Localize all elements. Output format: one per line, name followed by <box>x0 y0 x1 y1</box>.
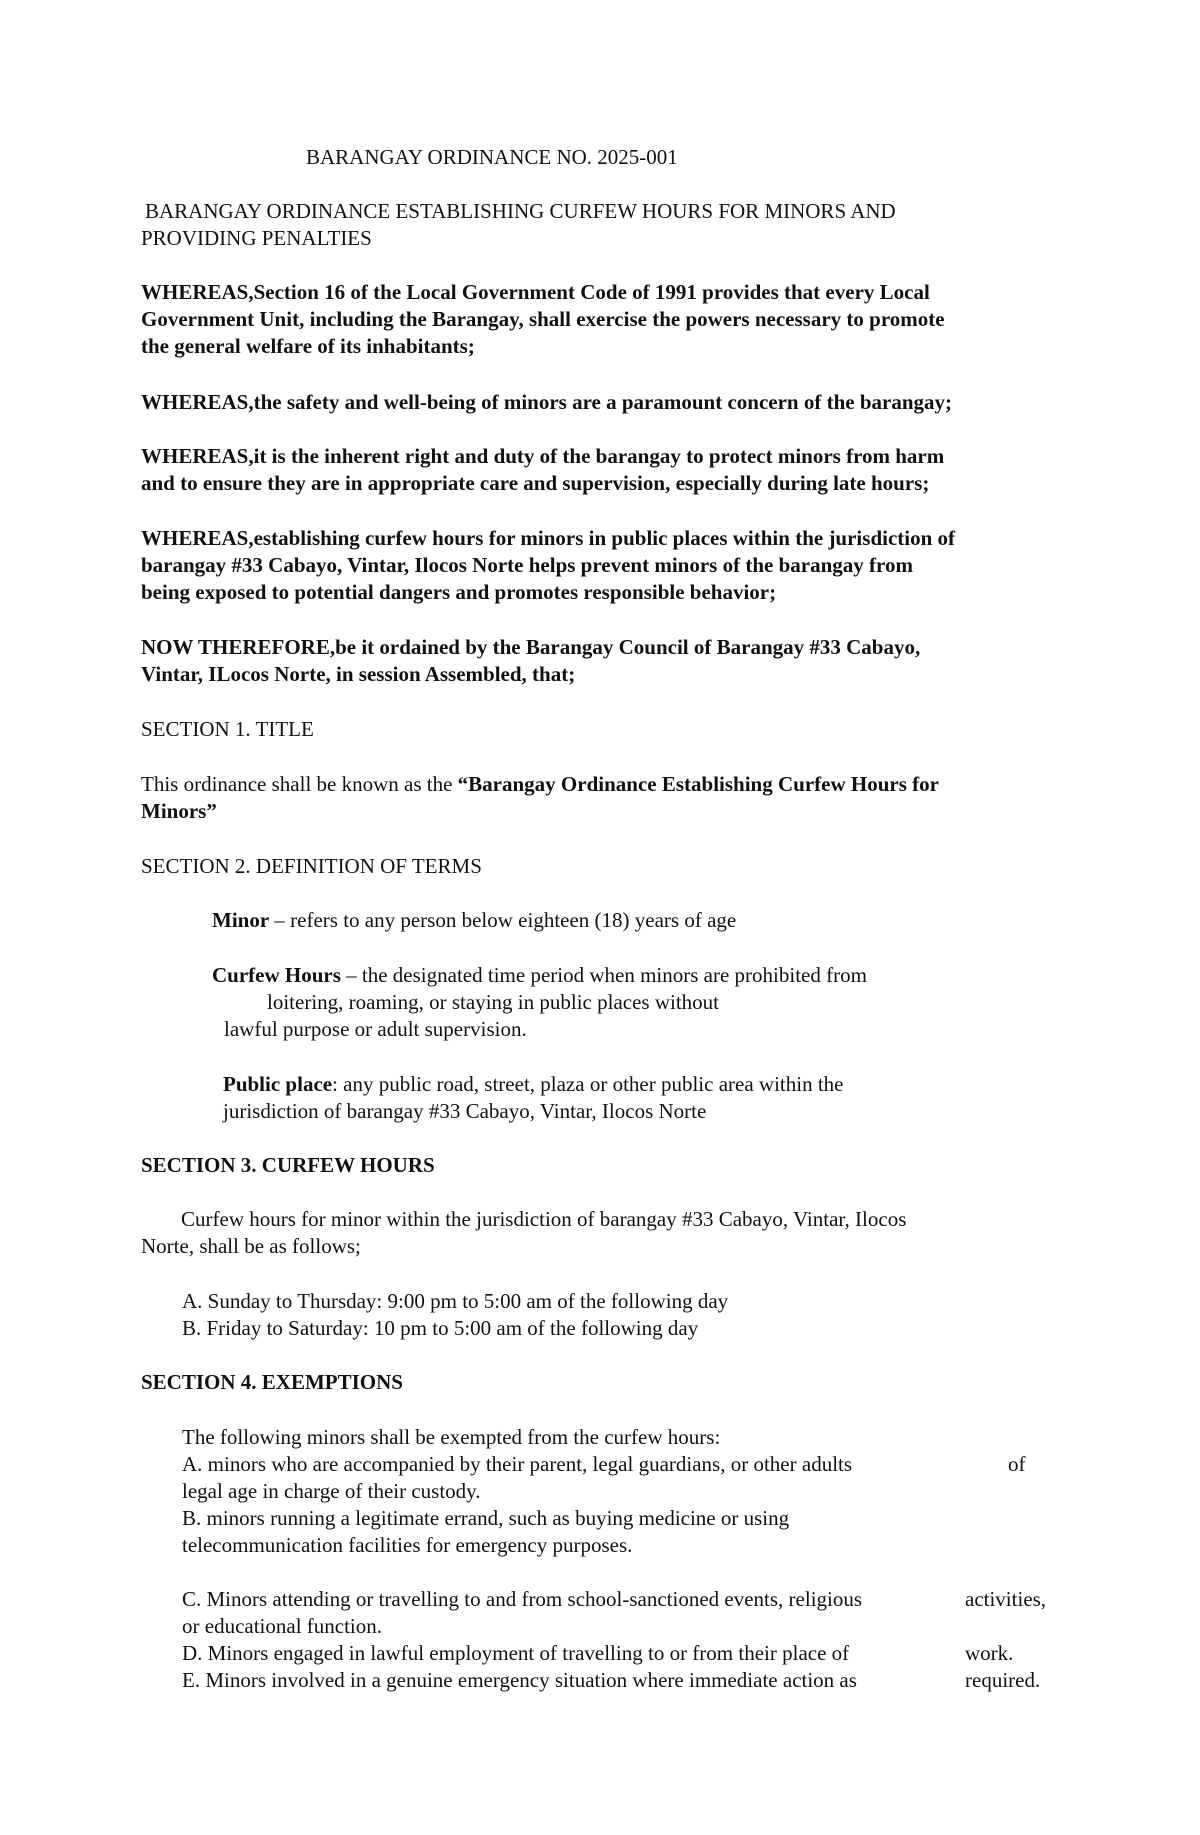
section1-body <box>141 771 1061 825</box>
section4-heading-text: SECTION 4. EXEMPTIONS <box>141 1370 403 1394</box>
section1-heading-text: SECTION 1. TITLE <box>141 717 314 741</box>
section3-heading-text: SECTION 3. CURFEW HOURS <box>141 1153 435 1177</box>
now-therefore-clause <box>141 634 1061 688</box>
exemption-e-tail: required. <box>965 1668 1041 1692</box>
exemption-a-line2: legal age in charge of their custody. <box>182 1479 481 1503</box>
curfew-item-a: A. Sunday to Thursday: 9:00 pm to 5:00 am of the following day <box>182 1289 729 1313</box>
exemption-c-tail: activities, <box>965 1587 1047 1611</box>
definition-public-place <box>223 1071 1063 1125</box>
blank-line <box>182 1559 1062 1586</box>
section1-ordinance-name-line2: Minors” <box>141 799 217 823</box>
whereas-3-line1: WHEREAS,it is the inherent right and duty of the barangay to protect minors from harm <box>141 444 945 468</box>
section2-heading-text: SECTION 2. DEFINITION OF TERMS <box>141 854 482 878</box>
exemption-a-tail: of <box>1008 1452 1026 1476</box>
curfew-hours-definition-line1: – the designated time period when minors are prohibited from <box>340 963 867 987</box>
ordinance-number <box>306 144 1006 171</box>
exemption-b-line1: B. minors running a legitimate errand, such as buying medicine or using <box>182 1506 790 1530</box>
ordinance-title-line1: BARANGAY ORDINANCE ESTABLISHING CURFEW HOURS FOR MINORS AND <box>145 199 896 223</box>
ordinance-title <box>141 198 1065 252</box>
now-therefore-line2: Vintar, ILocos Norte, in session Assembled, that; <box>141 662 576 686</box>
section3-heading <box>141 1152 1061 1179</box>
public-place-definition-line1: : any public road, street, plaza or other public area within the <box>332 1072 844 1096</box>
definition-curfew-hours <box>212 962 1062 1043</box>
exemptions-list <box>182 1424 1062 1694</box>
whereas-1-line3: the general welfare of its inhabitants; <box>141 334 475 358</box>
whereas-1-line2: Government Unit, including the Barangay, shall exercise the powers necessary to promote <box>141 307 945 331</box>
curfew-hours-list <box>182 1288 1102 1342</box>
exemption-d-tail: work. <box>965 1641 1014 1665</box>
public-place-term: Public place <box>223 1072 333 1096</box>
section2-heading <box>141 853 1061 880</box>
section1-text-prefix: This ordinance shall be known as the <box>141 772 458 796</box>
now-therefore-line1: NOW THEREFORE,be it ordained by the Barangay Council of Barangay #33 Cabayo, <box>141 635 921 659</box>
whereas-4-line3: being exposed to potential dangers and promotes responsible behavior; <box>141 580 777 604</box>
definition-minor <box>212 907 1062 934</box>
exemption-c-line2: or educational function. <box>182 1614 383 1638</box>
whereas-clause-1 <box>141 279 1061 360</box>
public-place-definition-line2: jurisdiction of barangay #33 Cabayo, Vintar, Ilocos Norte <box>223 1099 707 1123</box>
exemption-d-line1: D. Minors engaged in lawful employment of travelling to or from their place of <box>182 1641 850 1665</box>
curfew-hours-definition-line2: loitering, roaming, or staying in public places without <box>267 990 720 1014</box>
curfew-hours-definition-line3: lawful purpose or adult supervision. <box>224 1017 527 1041</box>
section1-ordinance-name: “Barangay Ordinance Establishing Curfew Hours for <box>457 772 939 796</box>
whereas-4-line1: WHEREAS,establishing curfew hours for minors in public places within the jurisdiction of <box>141 526 956 550</box>
curfew-item-b: B. Friday to Saturday: 10 pm to 5:00 am of the following day <box>182 1316 699 1340</box>
section3-intro-line2: Norte, shall be as follows; <box>141 1234 361 1258</box>
exemption-a-line1: A. minors who are accompanied by their parent, legal guardians, or other adults <box>182 1452 853 1476</box>
section3-intro <box>141 1206 1061 1260</box>
whereas-4-line2: barangay #33 Cabayo, Vintar, Ilocos Norte helps prevent minors of the barangay from <box>141 553 913 577</box>
whereas-3-line2: and to ensure they are in appropriate care and supervision, especially during late hours; <box>141 471 930 495</box>
minor-definition: – refers to any person below eighteen (18) years of age <box>269 908 737 932</box>
section3-intro-line1: Curfew hours for minor within the jurisdiction of barangay #33 Cabayo, Vintar, Ilocos <box>181 1207 907 1231</box>
exemptions-intro: The following minors shall be exempted from the curfew hours: <box>182 1425 721 1449</box>
minor-term: Minor <box>212 908 270 932</box>
exemption-c-line1: C. Minors attending or travelling to and from school-sanctioned events, religious <box>182 1587 863 1611</box>
section4-heading <box>141 1369 1061 1396</box>
ordinance-title-line2: PROVIDING PENALTIES <box>141 226 372 250</box>
exemption-e-line1: E. Minors involved in a genuine emergency situation where immediate action as <box>182 1668 857 1692</box>
whereas-1-line1: WHEREAS,Section 16 of the Local Government Code of 1991 provides that every Local <box>141 280 930 304</box>
whereas-clause-2 <box>141 389 1061 416</box>
section1-heading <box>141 716 1061 743</box>
ordinance-number-text: BARANGAY ORDINANCE NO. 2025-001 <box>306 145 678 169</box>
whereas-clause-3 <box>141 443 1061 497</box>
curfew-hours-term: Curfew Hours <box>212 963 341 987</box>
exemption-b-line2: telecommunication facilities for emergency purposes. <box>182 1533 633 1557</box>
whereas-2-line1: WHEREAS,the safety and well-being of minors are a paramount concern of the barangay; <box>141 390 953 414</box>
whereas-clause-4 <box>141 525 1061 606</box>
